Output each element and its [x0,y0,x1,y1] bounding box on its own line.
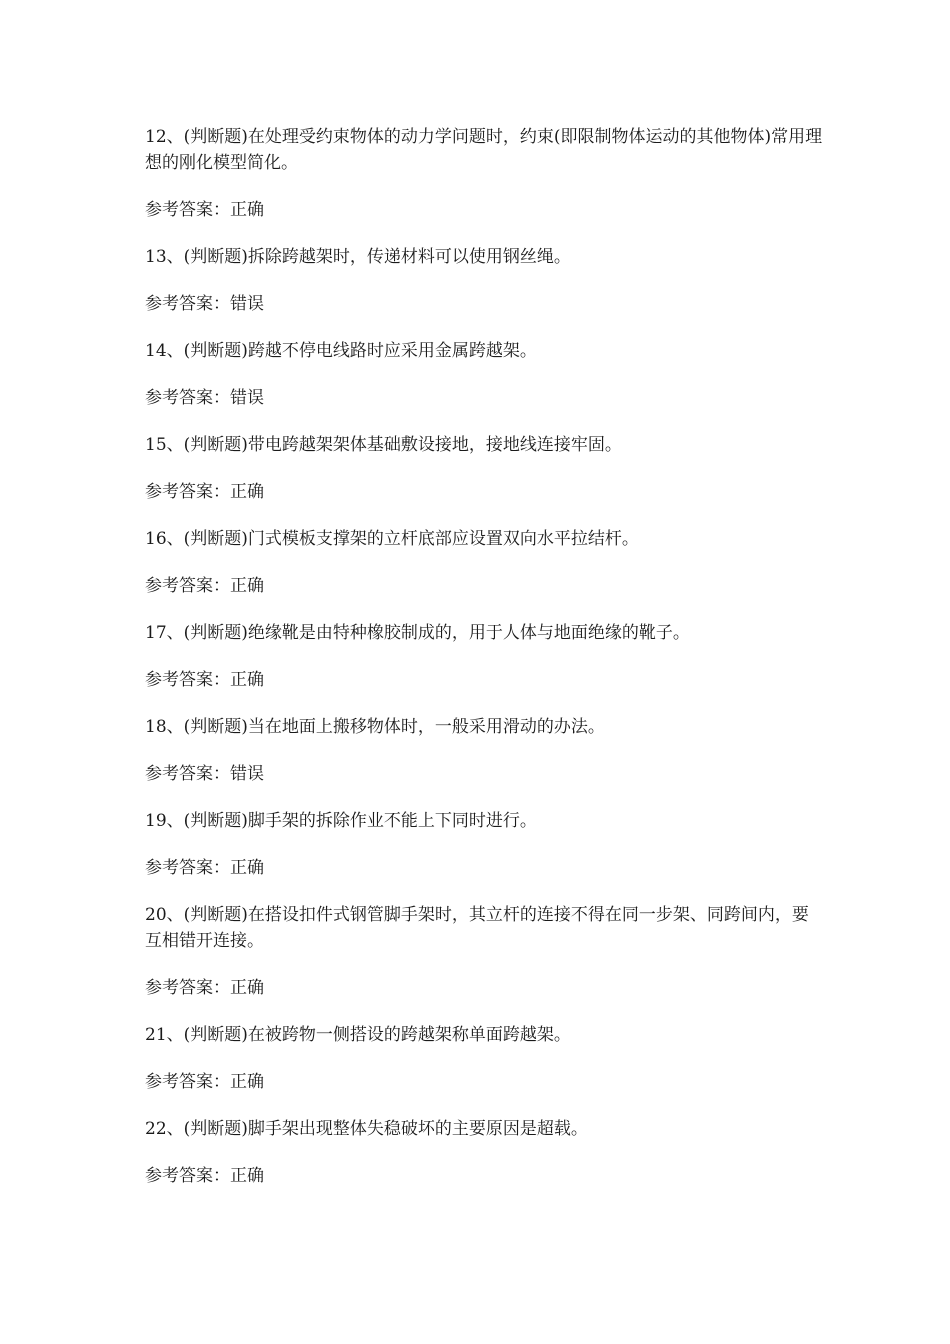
question-text: 21、(判断题)在被跨物一侧搭设的跨越架称单面跨越架。 [145,1025,571,1045]
answer-text: 参考答案：错误 [145,388,264,408]
question-item-22 [145,1116,825,1189]
answer-text: 参考答案：错误 [145,294,264,314]
question-item-18 [145,714,825,787]
answer-text: 参考答案：正确 [145,482,264,502]
answer-text: 参考答案：正确 [145,576,264,596]
question-item-14 [145,338,825,411]
question-text: 13、(判断题)拆除跨越架时，传递材料可以使用钢丝绳。 [145,247,571,267]
question-item-15 [145,432,825,505]
answer-text: 参考答案：正确 [145,200,264,220]
question-text: 19、(判断题)脚手架的拆除作业不能上下同时进行。 [145,811,537,831]
question-item-12 [145,124,825,223]
question-list [145,124,825,1210]
question-text: 22、(判断题)脚手架出现整体失稳破坏的主要原因是超载。 [145,1119,588,1139]
question-text: 12、(判断题)在处理受约束物体的动力学问题时，约束(即限制物体运动的其他物体)常用理想的刚化模型简化。 [145,127,823,173]
question-item-16 [145,526,825,599]
question-item-19 [145,808,825,881]
answer-text: 参考答案：正确 [145,670,264,690]
question-item-21 [145,1022,825,1095]
question-text: 15、(判断题)带电跨越架架体基础敷设接地，接地线连接牢固。 [145,435,622,455]
question-item-20 [145,902,825,1001]
answer-text: 参考答案：正确 [145,1166,264,1186]
question-item-13 [145,244,825,317]
answer-text: 参考答案：正确 [145,1072,264,1092]
question-item-17 [145,620,825,693]
question-text: 16、(判断题)门式模板支撑架的立杆底部应设置双向水平拉结杆。 [145,529,639,549]
question-text: 14、(判断题)跨越不停电线路时应采用金属跨越架。 [145,341,537,361]
answer-text: 参考答案：正确 [145,858,264,878]
answer-text: 参考答案：错误 [145,764,264,784]
question-text: 18、(判断题)当在地面上搬移物体时，一般采用滑动的办法。 [145,717,605,737]
question-text: 17、(判断题)绝缘靴是由特种橡胶制成的，用于人体与地面绝缘的靴子。 [145,623,690,643]
answer-text: 参考答案：正确 [145,978,264,998]
question-text: 20、(判断题)在搭设扣件式钢管脚手架时，其立杆的连接不得在同一步架、同跨间内，要互相错开连接。 [145,905,809,951]
